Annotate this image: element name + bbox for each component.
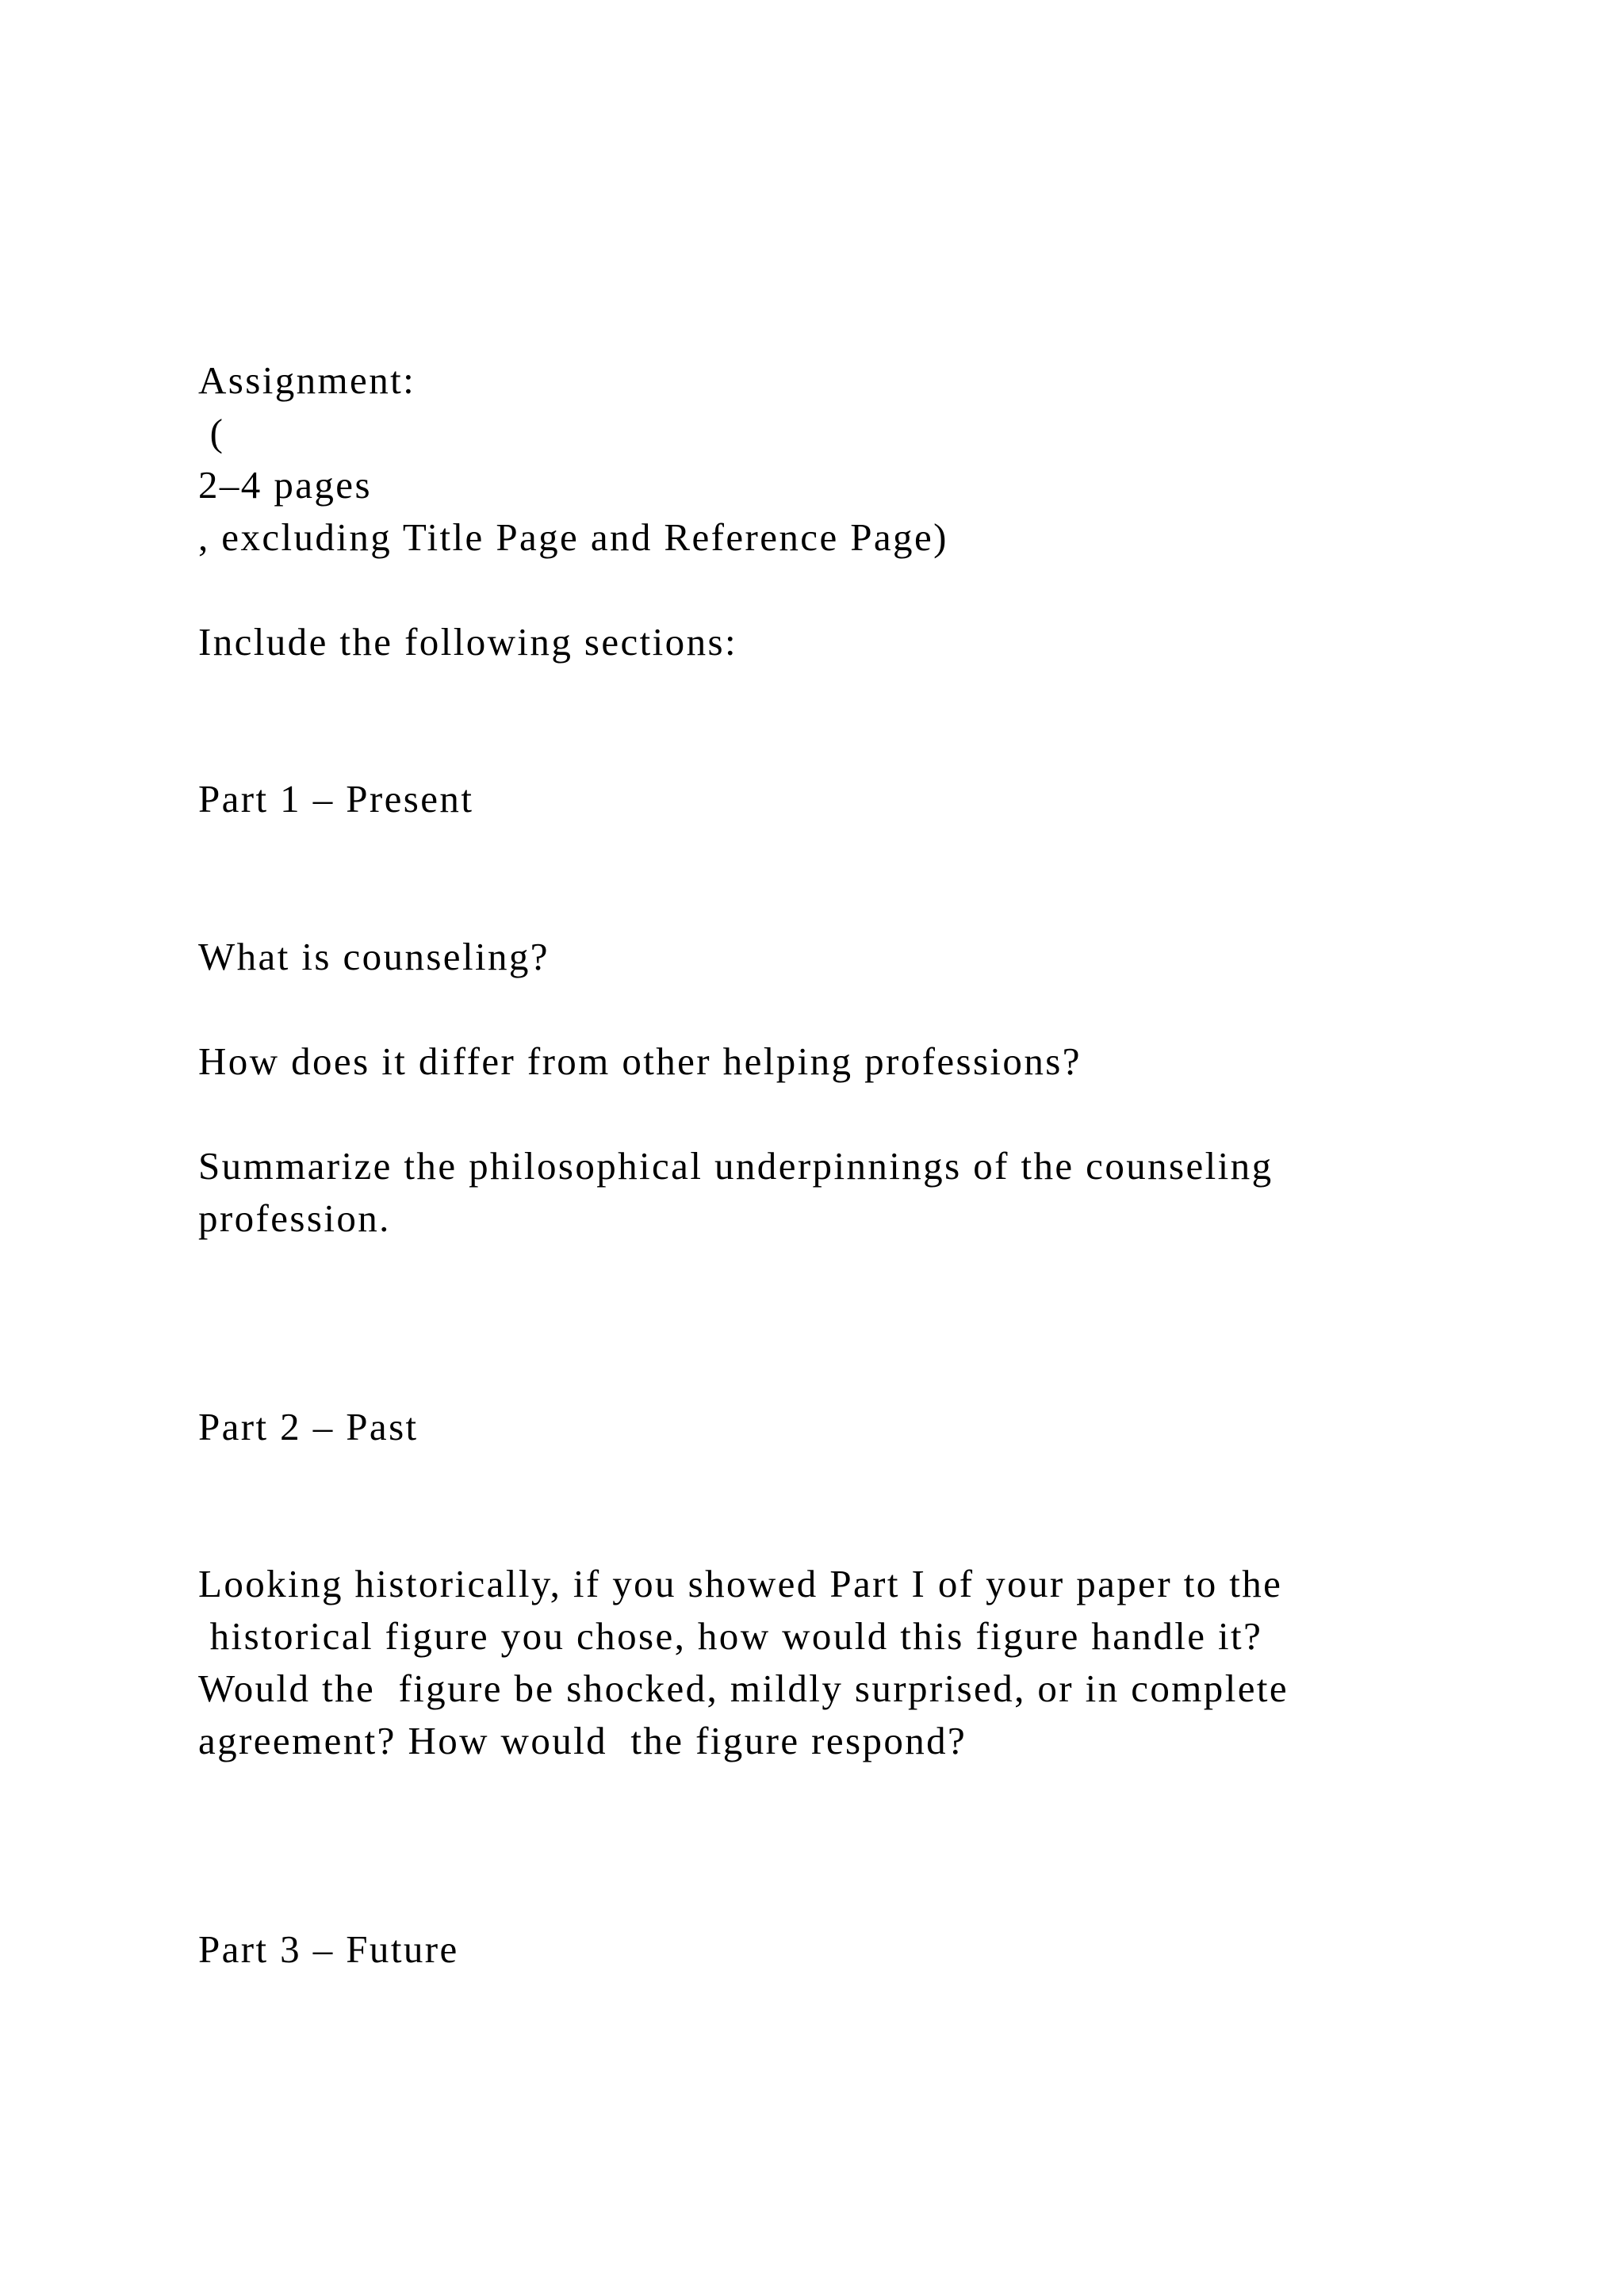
part-2-heading: Part 2 – Past [198, 1405, 419, 1448]
part-2-paragraph-line-4: agreement? How would the figure respond? [198, 1719, 967, 1762]
part-2-paragraph-line-1: Looking historically, if you showed Part I of your paper to the [198, 1562, 1283, 1605]
section-instructions: Include the following sections: [198, 620, 737, 664]
page-range: 2–4 pages [198, 463, 372, 507]
part-3-heading: Part 3 – Future [198, 1927, 459, 1971]
page-exclusion-note: , excluding Title Page and Reference Page) [198, 515, 948, 559]
part-2-paragraph-line-3: Would the figure be shocked, mildly surprised, or in complete [198, 1667, 1289, 1710]
part-1-question-3-line-2: profession. [198, 1196, 391, 1240]
part-1-question-1: What is counseling? [198, 935, 550, 978]
part-2-paragraph-line-2: historical figure you chose, how would this figure handle it? [198, 1614, 1263, 1658]
open-parenthesis: ( [198, 411, 225, 454]
part-1-question-3-line-1: Summarize the philosophical underpinnings of the counseling [198, 1144, 1274, 1188]
part-1-question-2: How does it differ from other helping professions? [198, 1039, 1082, 1083]
assignment-label: Assignment: [198, 358, 416, 402]
part-1-heading: Part 1 – Present [198, 777, 474, 821]
